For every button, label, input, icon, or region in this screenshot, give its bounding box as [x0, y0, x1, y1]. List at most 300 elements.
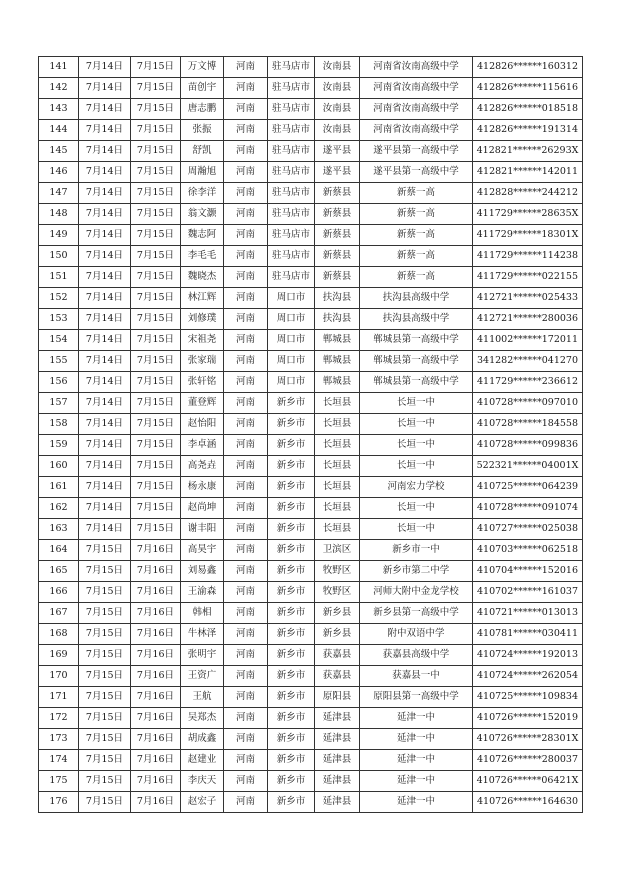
city-cell: 新乡市: [268, 561, 315, 582]
row-number-cell: 153: [39, 309, 79, 330]
province-cell: 河南: [224, 477, 268, 498]
county-cell: 长垣县: [315, 477, 360, 498]
row-number-cell: 156: [39, 372, 79, 393]
id-number-cell: 412826******115616: [473, 78, 583, 99]
city-cell: 周口市: [268, 330, 315, 351]
province-cell: 河南: [224, 351, 268, 372]
row-number-cell: 169: [39, 645, 79, 666]
county-cell: 扶沟县: [315, 288, 360, 309]
school-cell: 原阳县第一高级中学: [360, 687, 473, 708]
school-cell: 延津一中: [360, 750, 473, 771]
city-cell: 新乡市: [268, 519, 315, 540]
table-row: [39, 225, 583, 246]
arrival-date-cell: 7月15日: [131, 246, 181, 267]
arrival-date-cell: 7月15日: [131, 309, 181, 330]
school-cell: 新蔡一高: [360, 246, 473, 267]
row-number-cell: 155: [39, 351, 79, 372]
county-cell: 新蔡县: [315, 267, 360, 288]
school-cell: 获嘉县一中: [360, 666, 473, 687]
arrival-date-cell: 7月15日: [131, 78, 181, 99]
table-row: [39, 666, 583, 687]
school-cell: 扶沟县高级中学: [360, 288, 473, 309]
table-row: [39, 708, 583, 729]
province-cell: 河南: [224, 624, 268, 645]
county-cell: 郸城县: [315, 330, 360, 351]
county-cell: 长垣县: [315, 414, 360, 435]
school-cell: 附中双语中学: [360, 624, 473, 645]
school-cell: 延津一中: [360, 708, 473, 729]
county-cell: 郸城县: [315, 372, 360, 393]
arrival-date-cell: 7月15日: [131, 435, 181, 456]
table-row: [39, 540, 583, 561]
county-cell: 长垣县: [315, 519, 360, 540]
id-number-cell: 410725******109834: [473, 687, 583, 708]
county-cell: 卫滨区: [315, 540, 360, 561]
table-row: [39, 498, 583, 519]
student-name-cell: 张振: [181, 120, 224, 141]
table-row: [39, 288, 583, 309]
row-number-cell: 168: [39, 624, 79, 645]
departure-date-cell: 7月15日: [79, 666, 131, 687]
school-cell: 延津一中: [360, 729, 473, 750]
table-row: [39, 477, 583, 498]
student-name-cell: 徐李洋: [181, 183, 224, 204]
province-cell: 河南: [224, 435, 268, 456]
student-name-cell: 李卓涵: [181, 435, 224, 456]
province-cell: 河南: [224, 645, 268, 666]
province-cell: 河南: [224, 372, 268, 393]
city-cell: 驻马店市: [268, 246, 315, 267]
arrival-date-cell: 7月15日: [131, 204, 181, 225]
county-cell: 原阳县: [315, 687, 360, 708]
student-name-cell: 李庆天: [181, 771, 224, 792]
table-row: [39, 603, 583, 624]
school-cell: 河南省汝南高级中学: [360, 99, 473, 120]
arrival-date-cell: 7月15日: [131, 351, 181, 372]
row-number-cell: 150: [39, 246, 79, 267]
id-number-cell: 410724******192013: [473, 645, 583, 666]
table-row: [39, 414, 583, 435]
school-cell: 延津一中: [360, 792, 473, 813]
school-cell: 新乡市第二中学: [360, 561, 473, 582]
row-number-cell: 174: [39, 750, 79, 771]
city-cell: 新乡市: [268, 771, 315, 792]
departure-date-cell: 7月14日: [79, 183, 131, 204]
departure-date-cell: 7月15日: [79, 750, 131, 771]
table-row: [39, 393, 583, 414]
school-cell: 河师大附中金龙学校: [360, 582, 473, 603]
city-cell: 新乡市: [268, 456, 315, 477]
id-number-cell: 411729******28635X: [473, 204, 583, 225]
student-name-cell: 董登辉: [181, 393, 224, 414]
school-cell: 新乡市一中: [360, 540, 473, 561]
row-number-cell: 154: [39, 330, 79, 351]
school-cell: 新蔡一高: [360, 204, 473, 225]
county-cell: 遂平县: [315, 141, 360, 162]
province-cell: 河南: [224, 57, 268, 78]
county-cell: 延津县: [315, 729, 360, 750]
county-cell: 牧野区: [315, 582, 360, 603]
school-cell: 长垣一中: [360, 435, 473, 456]
id-number-cell: 522321******04001X: [473, 456, 583, 477]
province-cell: 河南: [224, 540, 268, 561]
county-cell: 汝南县: [315, 78, 360, 99]
county-cell: 遂平县: [315, 162, 360, 183]
departure-date-cell: 7月14日: [79, 330, 131, 351]
row-number-cell: 175: [39, 771, 79, 792]
school-cell: 河南省汝南高级中学: [360, 57, 473, 78]
province-cell: 河南: [224, 183, 268, 204]
student-name-cell: 赵宏子: [181, 792, 224, 813]
row-number-cell: 166: [39, 582, 79, 603]
county-cell: 延津县: [315, 771, 360, 792]
departure-date-cell: 7月14日: [79, 78, 131, 99]
row-number-cell: 149: [39, 225, 79, 246]
province-cell: 河南: [224, 582, 268, 603]
id-number-cell: 410702******161037: [473, 582, 583, 603]
city-cell: 周口市: [268, 309, 315, 330]
row-number-cell: 146: [39, 162, 79, 183]
province-cell: 河南: [224, 141, 268, 162]
arrival-date-cell: 7月16日: [131, 540, 181, 561]
roster-body: [39, 57, 583, 813]
city-cell: 新乡市: [268, 666, 315, 687]
departure-date-cell: 7月15日: [79, 603, 131, 624]
city-cell: 新乡市: [268, 750, 315, 771]
city-cell: 驻马店市: [268, 99, 315, 120]
province-cell: 河南: [224, 687, 268, 708]
student-name-cell: 王航: [181, 687, 224, 708]
row-number-cell: 148: [39, 204, 79, 225]
province-cell: 河南: [224, 78, 268, 99]
province-cell: 河南: [224, 225, 268, 246]
school-cell: 获嘉县高级中学: [360, 645, 473, 666]
row-number-cell: 176: [39, 792, 79, 813]
id-number-cell: 410726******152019: [473, 708, 583, 729]
student-name-cell: 刘修璞: [181, 309, 224, 330]
arrival-date-cell: 7月16日: [131, 687, 181, 708]
county-cell: 获嘉县: [315, 645, 360, 666]
arrival-date-cell: 7月15日: [131, 183, 181, 204]
school-cell: 新乡县第一高级中学: [360, 603, 473, 624]
city-cell: 新乡市: [268, 687, 315, 708]
departure-date-cell: 7月15日: [79, 540, 131, 561]
student-name-cell: 王资广: [181, 666, 224, 687]
id-number-cell: 411729******236612: [473, 372, 583, 393]
departure-date-cell: 7月15日: [79, 645, 131, 666]
departure-date-cell: 7月14日: [79, 57, 131, 78]
id-number-cell: 410728******099836: [473, 435, 583, 456]
province-cell: 河南: [224, 561, 268, 582]
id-number-cell: 410728******091074: [473, 498, 583, 519]
id-number-cell: 412826******191314: [473, 120, 583, 141]
county-cell: 新蔡县: [315, 225, 360, 246]
school-cell: 郸城县第一高级中学: [360, 351, 473, 372]
id-number-cell: 411729******18301X: [473, 225, 583, 246]
city-cell: 新乡市: [268, 435, 315, 456]
id-number-cell: 410726******164630: [473, 792, 583, 813]
row-number-cell: 145: [39, 141, 79, 162]
row-number-cell: 151: [39, 267, 79, 288]
province-cell: 河南: [224, 99, 268, 120]
id-number-cell: 410726******28301X: [473, 729, 583, 750]
county-cell: 长垣县: [315, 435, 360, 456]
arrival-date-cell: 7月15日: [131, 414, 181, 435]
student-name-cell: 林江辉: [181, 288, 224, 309]
arrival-date-cell: 7月15日: [131, 372, 181, 393]
departure-date-cell: 7月14日: [79, 372, 131, 393]
arrival-date-cell: 7月16日: [131, 729, 181, 750]
city-cell: 新乡市: [268, 540, 315, 561]
city-cell: 新乡市: [268, 708, 315, 729]
school-cell: 河南省汝南高级中学: [360, 78, 473, 99]
arrival-date-cell: 7月16日: [131, 603, 181, 624]
departure-date-cell: 7月15日: [79, 687, 131, 708]
arrival-date-cell: 7月15日: [131, 162, 181, 183]
school-cell: 长垣一中: [360, 456, 473, 477]
school-cell: 长垣一中: [360, 393, 473, 414]
table-row: [39, 645, 583, 666]
table-row: [39, 78, 583, 99]
id-number-cell: 410721******013013: [473, 603, 583, 624]
student-name-cell: 赵尚坤: [181, 498, 224, 519]
province-cell: 河南: [224, 330, 268, 351]
id-number-cell: 410726******280037: [473, 750, 583, 771]
id-number-cell: 412828******244212: [473, 183, 583, 204]
id-number-cell: 411002******172011: [473, 330, 583, 351]
student-name-cell: 吴郑杰: [181, 708, 224, 729]
row-number-cell: 164: [39, 540, 79, 561]
arrival-date-cell: 7月15日: [131, 225, 181, 246]
city-cell: 驻马店市: [268, 120, 315, 141]
province-cell: 河南: [224, 162, 268, 183]
id-number-cell: 412821******142011: [473, 162, 583, 183]
city-cell: 新乡市: [268, 729, 315, 750]
city-cell: 驻马店市: [268, 225, 315, 246]
id-number-cell: 412721******025433: [473, 288, 583, 309]
departure-date-cell: 7月14日: [79, 267, 131, 288]
city-cell: 新乡市: [268, 477, 315, 498]
arrival-date-cell: 7月15日: [131, 267, 181, 288]
student-name-cell: 杨永康: [181, 477, 224, 498]
departure-date-cell: 7月15日: [79, 582, 131, 603]
departure-date-cell: 7月14日: [79, 204, 131, 225]
departure-date-cell: 7月14日: [79, 519, 131, 540]
arrival-date-cell: 7月15日: [131, 120, 181, 141]
row-number-cell: 152: [39, 288, 79, 309]
province-cell: 河南: [224, 246, 268, 267]
departure-date-cell: 7月15日: [79, 561, 131, 582]
city-cell: 周口市: [268, 372, 315, 393]
student-name-cell: 高尧垚: [181, 456, 224, 477]
student-name-cell: 张明宇: [181, 645, 224, 666]
school-cell: 新蔡一高: [360, 225, 473, 246]
county-cell: 新蔡县: [315, 183, 360, 204]
row-number-cell: 144: [39, 120, 79, 141]
school-cell: 河南宏力学校: [360, 477, 473, 498]
student-name-cell: 谢丰阳: [181, 519, 224, 540]
row-number-cell: 158: [39, 414, 79, 435]
county-cell: 长垣县: [315, 498, 360, 519]
row-number-cell: 141: [39, 57, 79, 78]
departure-date-cell: 7月14日: [79, 456, 131, 477]
province-cell: 河南: [224, 120, 268, 141]
county-cell: 新乡县: [315, 624, 360, 645]
id-number-cell: 412721******280036: [473, 309, 583, 330]
student-name-cell: 万文博: [181, 57, 224, 78]
table-row: [39, 456, 583, 477]
row-number-cell: 170: [39, 666, 79, 687]
city-cell: 驻马店市: [268, 78, 315, 99]
table-row: [39, 582, 583, 603]
table-row: [39, 729, 583, 750]
departure-date-cell: 7月14日: [79, 477, 131, 498]
table-row: [39, 372, 583, 393]
school-cell: 郸城县第一高级中学: [360, 330, 473, 351]
city-cell: 周口市: [268, 288, 315, 309]
province-cell: 河南: [224, 519, 268, 540]
county-cell: 汝南县: [315, 99, 360, 120]
province-cell: 河南: [224, 267, 268, 288]
county-cell: 获嘉县: [315, 666, 360, 687]
arrival-date-cell: 7月15日: [131, 141, 181, 162]
departure-date-cell: 7月14日: [79, 120, 131, 141]
county-cell: 扶沟县: [315, 309, 360, 330]
city-cell: 周口市: [268, 351, 315, 372]
id-number-cell: 410725******064239: [473, 477, 583, 498]
city-cell: 新乡市: [268, 414, 315, 435]
table-row: [39, 99, 583, 120]
id-number-cell: 412826******160312: [473, 57, 583, 78]
row-number-cell: 143: [39, 99, 79, 120]
county-cell: 长垣县: [315, 456, 360, 477]
departure-date-cell: 7月14日: [79, 288, 131, 309]
table-row: [39, 561, 583, 582]
city-cell: 新乡市: [268, 393, 315, 414]
arrival-date-cell: 7月15日: [131, 99, 181, 120]
departure-date-cell: 7月15日: [79, 771, 131, 792]
table-row: [39, 309, 583, 330]
id-number-cell: 410728******184558: [473, 414, 583, 435]
table-row: [39, 435, 583, 456]
arrival-date-cell: 7月16日: [131, 561, 181, 582]
county-cell: 新乡县: [315, 603, 360, 624]
school-cell: 新蔡一高: [360, 183, 473, 204]
row-number-cell: 160: [39, 456, 79, 477]
row-number-cell: 157: [39, 393, 79, 414]
school-cell: 郸城县第一高级中学: [360, 372, 473, 393]
student-name-cell: 苗创宇: [181, 78, 224, 99]
table-row: [39, 204, 583, 225]
table-row: [39, 750, 583, 771]
province-cell: 河南: [224, 603, 268, 624]
county-cell: 延津县: [315, 708, 360, 729]
id-number-cell: 410724******262054: [473, 666, 583, 687]
province-cell: 河南: [224, 393, 268, 414]
arrival-date-cell: 7月16日: [131, 645, 181, 666]
province-cell: 河南: [224, 414, 268, 435]
county-cell: 延津县: [315, 750, 360, 771]
student-name-cell: 韩相: [181, 603, 224, 624]
province-cell: 河南: [224, 666, 268, 687]
province-cell: 河南: [224, 750, 268, 771]
county-cell: 延津县: [315, 792, 360, 813]
row-number-cell: 173: [39, 729, 79, 750]
row-number-cell: 161: [39, 477, 79, 498]
table-row: [39, 687, 583, 708]
province-cell: 河南: [224, 204, 268, 225]
city-cell: 驻马店市: [268, 204, 315, 225]
row-number-cell: 159: [39, 435, 79, 456]
province-cell: 河南: [224, 309, 268, 330]
departure-date-cell: 7月15日: [79, 792, 131, 813]
arrival-date-cell: 7月16日: [131, 666, 181, 687]
departure-date-cell: 7月15日: [79, 624, 131, 645]
city-cell: 驻马店市: [268, 141, 315, 162]
province-cell: 河南: [224, 288, 268, 309]
id-number-cell: 412826******018518: [473, 99, 583, 120]
province-cell: 河南: [224, 498, 268, 519]
school-cell: 长垣一中: [360, 414, 473, 435]
student-name-cell: 李毛毛: [181, 246, 224, 267]
arrival-date-cell: 7月15日: [131, 477, 181, 498]
province-cell: 河南: [224, 792, 268, 813]
arrival-date-cell: 7月15日: [131, 57, 181, 78]
table-row: [39, 519, 583, 540]
table-row: [39, 246, 583, 267]
student-name-cell: 张家瑞: [181, 351, 224, 372]
roster-table: [38, 56, 583, 813]
county-cell: 新蔡县: [315, 204, 360, 225]
arrival-date-cell: 7月16日: [131, 792, 181, 813]
departure-date-cell: 7月14日: [79, 99, 131, 120]
id-number-cell: 412821******26293X: [473, 141, 583, 162]
county-cell: 汝南县: [315, 57, 360, 78]
id-number-cell: 411729******114238: [473, 246, 583, 267]
departure-date-cell: 7月14日: [79, 225, 131, 246]
school-cell: 长垣一中: [360, 519, 473, 540]
student-name-cell: 刘易鑫: [181, 561, 224, 582]
row-number-cell: 147: [39, 183, 79, 204]
departure-date-cell: 7月15日: [79, 708, 131, 729]
arrival-date-cell: 7月16日: [131, 771, 181, 792]
student-name-cell: 魏志阿: [181, 225, 224, 246]
county-cell: 牧野区: [315, 561, 360, 582]
departure-date-cell: 7月14日: [79, 246, 131, 267]
county-cell: 郸城县: [315, 351, 360, 372]
id-number-cell: 410728******097010: [473, 393, 583, 414]
city-cell: 新乡市: [268, 624, 315, 645]
table-row: [39, 57, 583, 78]
student-name-cell: 舒凯: [181, 141, 224, 162]
departure-date-cell: 7月15日: [79, 729, 131, 750]
arrival-date-cell: 7月16日: [131, 750, 181, 771]
table-row: [39, 183, 583, 204]
school-cell: 遂平县第一高级中学: [360, 141, 473, 162]
student-name-cell: 宋祖尧: [181, 330, 224, 351]
roster-sheet: [38, 56, 583, 813]
row-number-cell: 162: [39, 498, 79, 519]
arrival-date-cell: 7月15日: [131, 288, 181, 309]
row-number-cell: 142: [39, 78, 79, 99]
city-cell: 新乡市: [268, 645, 315, 666]
row-number-cell: 171: [39, 687, 79, 708]
student-name-cell: 翁文灏: [181, 204, 224, 225]
school-cell: 延津一中: [360, 771, 473, 792]
province-cell: 河南: [224, 708, 268, 729]
student-name-cell: 魏晓杰: [181, 267, 224, 288]
city-cell: 驻马店市: [268, 162, 315, 183]
